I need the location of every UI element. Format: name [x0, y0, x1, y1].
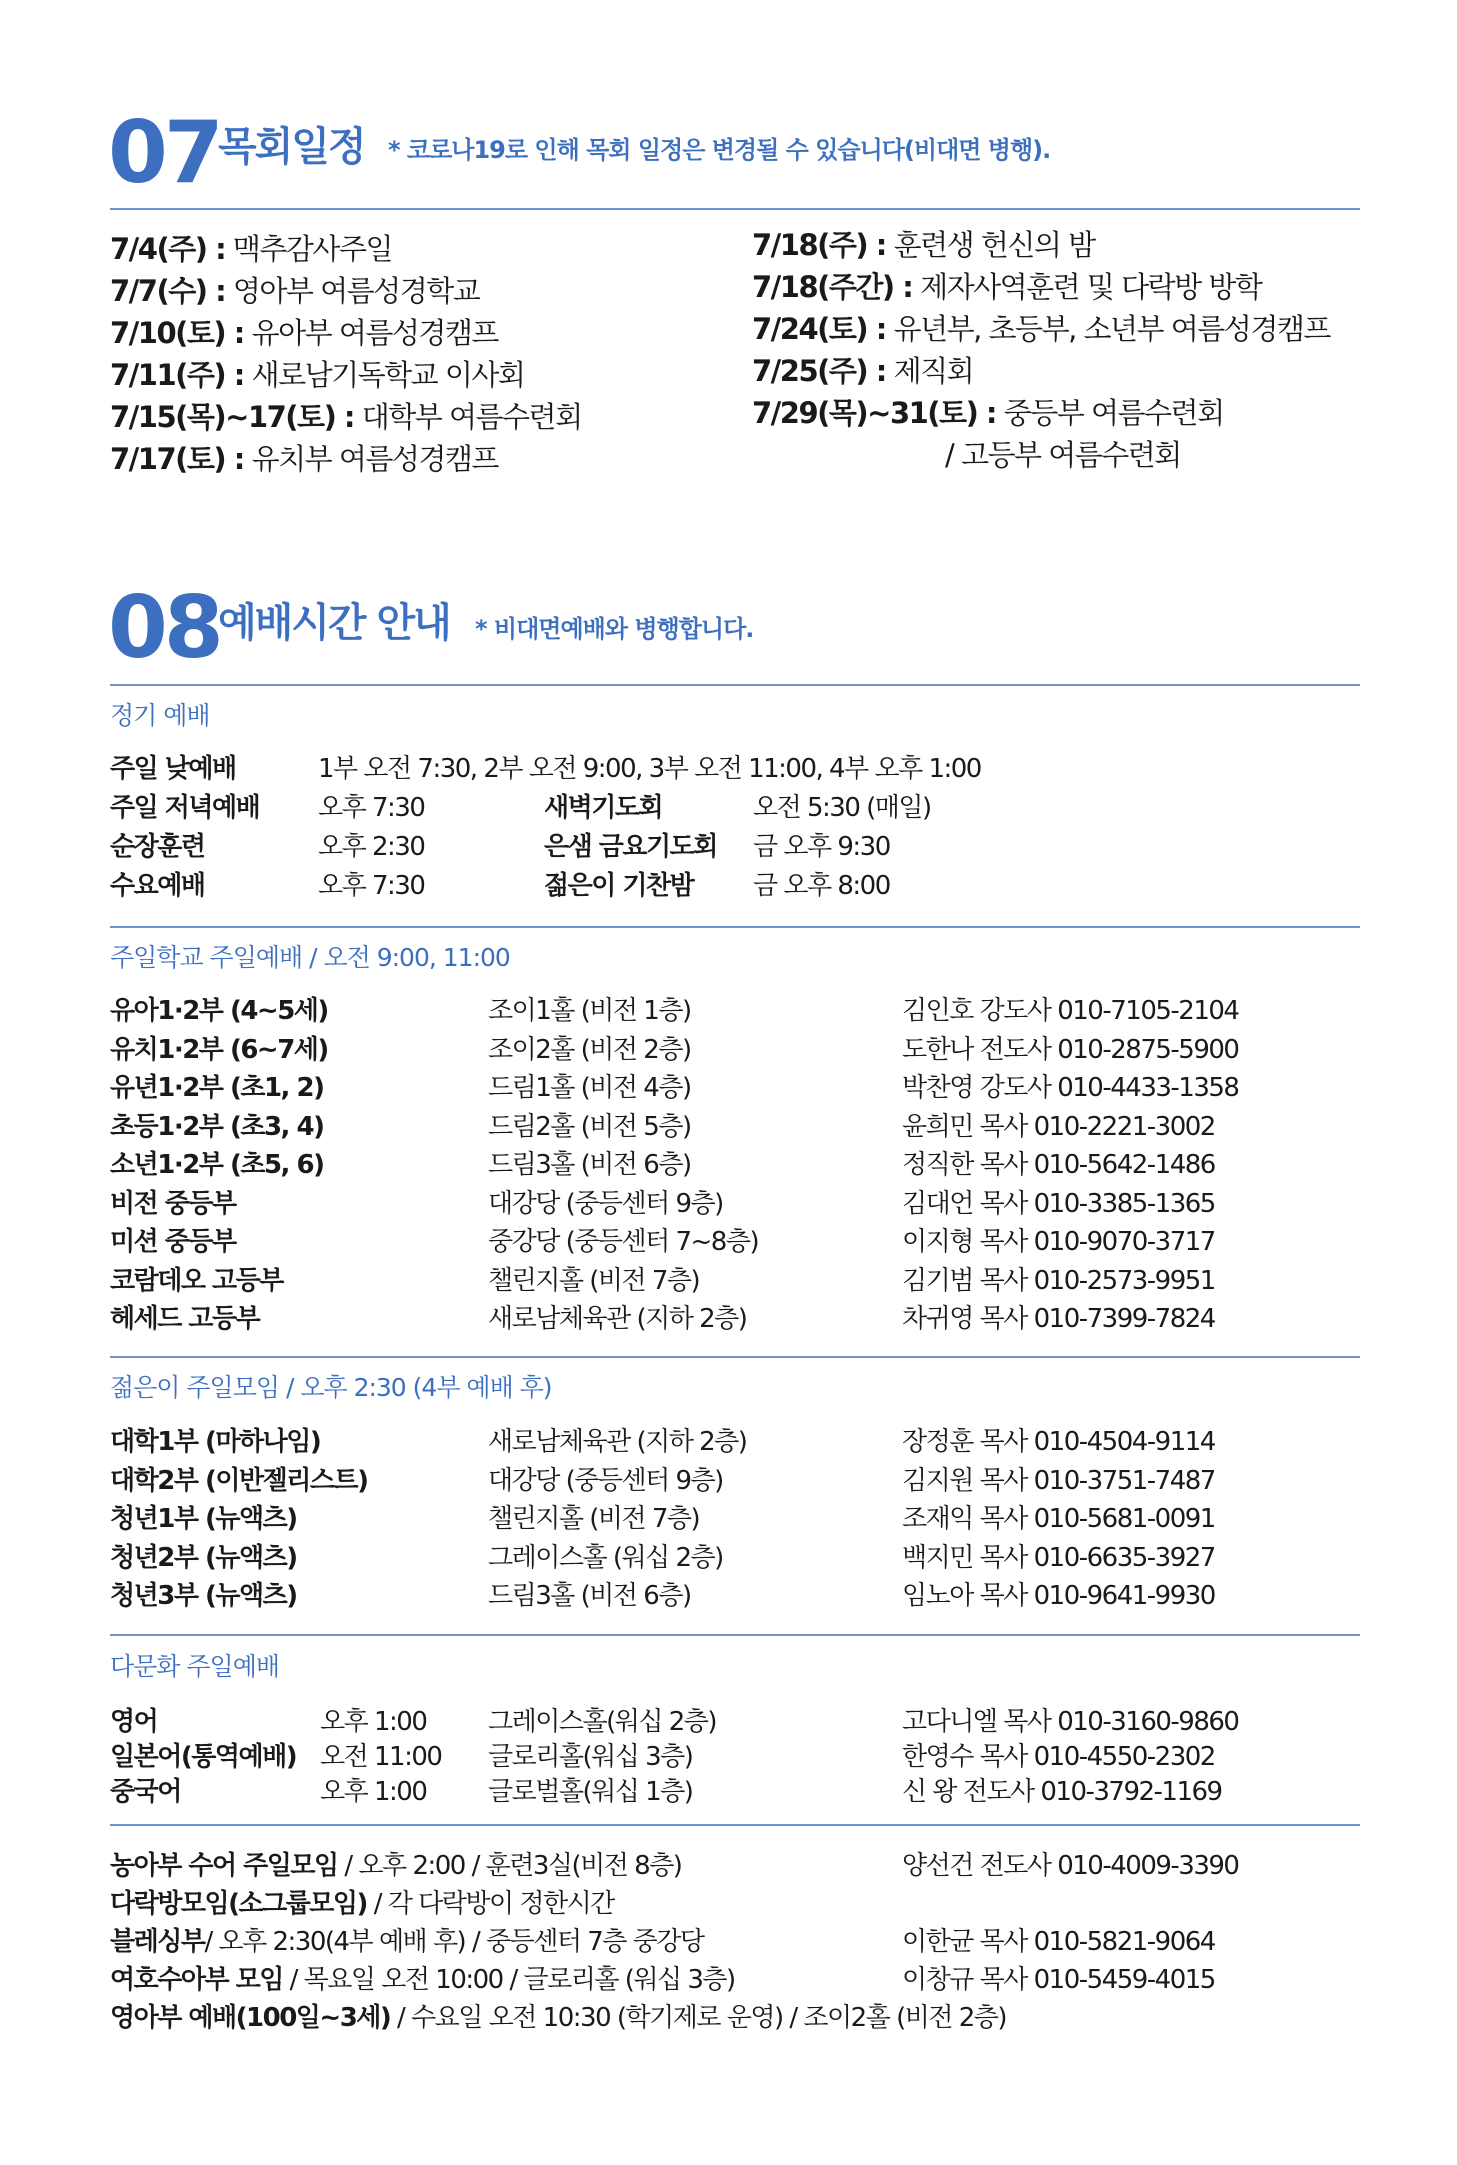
meeting-name: 농아부 수어 주일모임 — [110, 1851, 338, 1881]
department-place: 드림3홀 (비전 6층) — [488, 1150, 691, 1180]
table-row — [110, 1183, 1360, 1222]
department-place: 대강당 (중등센터 9층) — [488, 1465, 723, 1496]
language-time: 오전 11:00 — [320, 1742, 442, 1772]
schedule-item — [752, 392, 1330, 434]
worship-time: 오후 7:30 — [318, 871, 425, 901]
regular-worship-table — [110, 748, 1360, 904]
language-place: 그레이스홀(워십 2층) — [488, 1707, 717, 1737]
meeting-line — [110, 1883, 614, 1920]
schedule-item-continued — [752, 434, 1330, 476]
department-name: 대학1부 (마하나임) — [110, 1427, 321, 1457]
department-contact: 장정훈 목사 010-4504-9114 — [902, 1427, 1215, 1457]
department-place: 챌린지홀 (비전 7층) — [488, 1265, 700, 1296]
meeting-contact: 이한균 목사 010-5821-9064 — [902, 1927, 1215, 1957]
schedule-date: 7/15(목)~17(토) : — [110, 400, 355, 434]
department-contact: 이지형 목사 010-9070-3717 — [902, 1227, 1215, 1257]
department-name: 유치1·2부 (6~7세) — [110, 1034, 328, 1065]
section07-title: 목회일정 — [218, 124, 365, 170]
sunday-school-heading-title: 주일학교 주일예배 — [110, 943, 303, 972]
language-contact: 고다니엘 목사 010-3160-9860 — [902, 1707, 1239, 1737]
table-row — [110, 787, 1360, 826]
department-name: 소년1·2부 (초5, 6) — [110, 1150, 324, 1180]
schedule-item — [110, 354, 582, 396]
schedule-event: 유년부, 초등부, 소년부 여름성경캠프 — [893, 312, 1330, 346]
section08-note: * 비대면예배와 병행합니다. — [475, 615, 754, 643]
youth-heading-time: / 오후 2:30 (4부 예배 후) — [285, 1373, 552, 1402]
department-contact: 정직한 목사 010-5642-1486 — [902, 1150, 1215, 1180]
table-row — [110, 1701, 1360, 1736]
department-contact: 김대언 목사 010-3385-1365 — [902, 1188, 1215, 1219]
sunday-school-table — [110, 990, 1360, 1337]
meeting-name: 블레싱부 — [110, 1927, 205, 1957]
meeting-detail: / 각 다락방이 정한시간 — [366, 1889, 614, 1919]
list-item — [110, 1921, 1360, 1959]
schedule-event: 중등부 여름수련회 — [1003, 396, 1224, 430]
table-row — [110, 990, 1360, 1029]
table-row — [110, 1460, 1360, 1499]
worship-time: 오후 2:30 — [318, 832, 425, 862]
department-place: 조이2홀 (비전 2층) — [488, 1034, 691, 1065]
meeting-detail: / 오후 2:00 / 훈련3실(비전 8층) — [337, 1851, 682, 1881]
department-name: 코람데오 고등부 — [110, 1265, 283, 1296]
schedule-event: 유치부 여름성경캠프 — [251, 442, 498, 476]
department-name: 초등1·2부 (초3, 4) — [110, 1111, 324, 1142]
section07-note: * 코로나19로 인해 목회 일정은 변경될 수 있습니다(비대면 병행). — [388, 136, 1051, 164]
language-name: 일본어(통역예배) — [110, 1742, 297, 1772]
meeting-line — [110, 1921, 704, 1958]
youth-table — [110, 1421, 1360, 1614]
schedule-item — [752, 224, 1330, 266]
department-contact: 백지민 목사 010-6635-3927 — [902, 1542, 1215, 1573]
schedule-item — [752, 266, 1330, 308]
worship-time: 금 오후 9:30 — [753, 832, 890, 862]
department-place: 새로남체육관 (지하 2층) — [488, 1427, 747, 1457]
worship-name: 주일 낮예배 — [110, 754, 236, 784]
meeting-line — [110, 1959, 735, 1996]
table-row — [110, 1575, 1360, 1614]
regular-worship-heading: 정기 예배 — [110, 701, 210, 730]
table-row — [110, 1298, 1360, 1337]
multicultural-heading: 다문화 주일예배 — [110, 1652, 279, 1681]
schedule-event: 제직회 — [893, 354, 974, 388]
meeting-name: 영아부 예배(100일~3세) — [110, 2003, 391, 2033]
schedule-item — [752, 308, 1330, 350]
schedule-date: 7/18(주간) : — [752, 270, 913, 304]
department-name: 헤세드 고등부 — [110, 1304, 260, 1334]
section07-divider — [110, 208, 1360, 210]
department-contact: 조재익 목사 010-5681-0091 — [902, 1504, 1215, 1534]
table-row — [110, 865, 1360, 904]
meeting-detail: / 목요일 오전 10:00 / 글로리홀 (워십 3층) — [282, 1965, 735, 1995]
schedule-date: 7/24(토) : — [752, 312, 886, 346]
youth-divider — [110, 1634, 1360, 1636]
department-contact: 김기범 목사 010-2573-9951 — [902, 1265, 1215, 1296]
table-row — [110, 1736, 1360, 1771]
department-place: 조이1홀 (비전 1층) — [488, 996, 691, 1026]
table-row — [110, 1029, 1360, 1068]
schedule-date: 7/18(주) : — [752, 228, 886, 262]
schedule-left-column — [110, 228, 582, 480]
worship-time: 오전 5:30 (매일) — [753, 793, 931, 823]
department-contact: 김인호 강도사 010-7105-2104 — [902, 996, 1239, 1026]
language-name: 중국어 — [110, 1777, 181, 1807]
worship-name: 젊은이 기찬밤 — [544, 871, 694, 901]
sunday-school-heading — [110, 945, 510, 970]
worship-time: 오후 7:30 — [318, 793, 425, 823]
meeting-line — [110, 1845, 681, 1882]
list-item — [110, 1959, 1360, 1997]
schedule-date: 7/4(주) : — [110, 232, 226, 266]
schedule-event: 맥추감사주일 — [232, 232, 392, 266]
department-place: 드림1홀 (비전 4층) — [488, 1073, 691, 1103]
schedule-item — [110, 270, 582, 312]
table-row — [110, 1144, 1360, 1183]
department-name: 유아1·2부 (4~5세) — [110, 996, 328, 1026]
schedule-event: 훈련생 헌신의 밤 — [893, 228, 1095, 262]
language-place: 글로리홀(워십 3층) — [488, 1742, 693, 1772]
regular-divider — [110, 926, 1360, 928]
list-item — [110, 1997, 1360, 2035]
language-contact: 한영수 목사 010-4550-2302 — [902, 1742, 1215, 1772]
schedule-event: 유아부 여름성경캠프 — [251, 316, 498, 350]
schedule-item — [110, 396, 582, 438]
meeting-contact: 양선건 전도사 010-4009-3390 — [902, 1851, 1239, 1881]
meeting-contact: 이창규 목사 010-5459-4015 — [902, 1965, 1215, 1995]
department-name: 청년2부 (뉴액츠) — [110, 1542, 297, 1573]
schedule-date: 7/29(목)~31(토) : — [752, 396, 997, 430]
schedule-item — [110, 312, 582, 354]
multicultural-table — [110, 1701, 1360, 1806]
department-name: 청년1부 (뉴액츠) — [110, 1504, 297, 1534]
worship-time: 금 오후 8:00 — [753, 871, 890, 901]
table-row — [110, 1421, 1360, 1460]
department-contact: 차귀영 목사 010-7399-7824 — [902, 1304, 1215, 1334]
table-row — [110, 1537, 1360, 1576]
department-contact: 윤희민 목사 010-2221-3002 — [902, 1111, 1215, 1142]
schedule-date: 7/11(주) : — [110, 358, 244, 392]
department-place: 대강당 (중등센터 9층) — [488, 1188, 723, 1219]
department-name: 청년3부 (뉴액츠) — [110, 1581, 297, 1611]
section08-number: 08 — [108, 578, 220, 678]
schedule-event: 대학부 여름수련회 — [361, 400, 582, 434]
sunday-school-divider — [110, 1356, 1360, 1358]
department-place: 드림3홀 (비전 6층) — [488, 1581, 691, 1611]
table-row — [110, 748, 1360, 787]
list-item — [110, 1883, 1360, 1921]
department-name: 비전 중등부 — [110, 1188, 236, 1219]
section07-number: 07 — [108, 103, 220, 203]
schedule-item — [110, 438, 582, 480]
sunday-school-heading-time: / 오전 9:00, 11:00 — [309, 943, 510, 972]
multicultural-divider — [110, 1824, 1360, 1826]
department-contact: 김지원 목사 010-3751-7487 — [902, 1465, 1215, 1496]
department-place: 중강당 (중등센터 7~8층) — [488, 1227, 759, 1257]
department-name: 미션 중등부 — [110, 1227, 236, 1257]
department-place: 드림2홀 (비전 5층) — [488, 1111, 691, 1142]
table-row — [110, 1106, 1360, 1145]
department-contact: 박찬영 강도사 010-4433-1358 — [902, 1073, 1239, 1103]
section08-divider — [110, 684, 1360, 686]
youth-heading-title: 젊은이 주일모임 — [110, 1373, 279, 1402]
list-item — [110, 1845, 1360, 1883]
meeting-name: 여호수아부 모임 — [110, 1965, 283, 1995]
schedule-event: 제자사역훈련 및 다락방 방학 — [920, 270, 1262, 304]
department-contact: 임노아 목사 010-9641-9930 — [902, 1581, 1215, 1611]
schedule-item — [752, 350, 1330, 392]
worship-time: 1부 오전 7:30, 2부 오전 9:00, 3부 오전 11:00, 4부 오후 1:00 — [318, 754, 981, 784]
meeting-detail: / 수요일 오전 10:30 (학기제로 운영) / 조이2홀 (비전 2층) — [390, 2003, 1007, 2033]
schedule-event: 새로남기독학교 이사회 — [251, 358, 525, 392]
worship-name: 은샘 금요기도회 — [544, 832, 717, 862]
table-row — [110, 1067, 1360, 1106]
worship-name: 순장훈련 — [110, 832, 205, 862]
schedule-event: / 고등부 여름수련회 — [945, 438, 1181, 472]
table-row — [110, 1498, 1360, 1537]
section08-title: 예배시간 안내 — [218, 600, 450, 646]
language-time: 오후 1:00 — [320, 1707, 427, 1737]
schedule-event: 영아부 여름성경학교 — [232, 274, 480, 308]
department-place: 새로남체육관 (지하 2층) — [488, 1304, 747, 1334]
meeting-name: 다락방모임(소그룹모임) — [110, 1889, 367, 1919]
department-name: 대학2부 (이반젤리스트) — [110, 1465, 368, 1496]
schedule-date: 7/25(주) : — [752, 354, 886, 388]
department-place: 그레이스홀 (워십 2층) — [488, 1542, 723, 1573]
worship-name: 새벽기도회 — [544, 793, 663, 823]
department-place: 챌린지홀 (비전 7층) — [488, 1504, 700, 1534]
language-time: 오후 1:00 — [320, 1777, 427, 1807]
table-row — [110, 826, 1360, 865]
language-name: 영어 — [110, 1707, 158, 1737]
worship-name: 수요예배 — [110, 871, 205, 901]
language-contact: 신 왕 전도사 010-3792-1169 — [902, 1777, 1222, 1807]
meeting-detail: / 오후 2:30(4부 예배 후) / 중등센터 7층 중강당 — [204, 1927, 704, 1957]
table-row — [110, 1260, 1360, 1299]
schedule-right-column — [752, 224, 1330, 476]
youth-heading — [110, 1375, 552, 1400]
meeting-line — [110, 1997, 1006, 2034]
worship-name: 주일 저녁예배 — [110, 793, 260, 823]
schedule-item — [110, 228, 582, 270]
table-row — [110, 1221, 1360, 1260]
misc-meetings — [110, 1845, 1360, 2035]
schedule-date: 7/10(토) : — [110, 316, 244, 350]
department-name: 유년1·2부 (초1, 2) — [110, 1073, 324, 1103]
table-row — [110, 1771, 1360, 1806]
department-contact: 도한나 전도사 010-2875-5900 — [902, 1034, 1239, 1065]
language-place: 글로벌홀(워십 1층) — [488, 1777, 693, 1807]
schedule-date: 7/17(토) : — [110, 442, 244, 476]
schedule-date: 7/7(수) : — [110, 274, 226, 308]
